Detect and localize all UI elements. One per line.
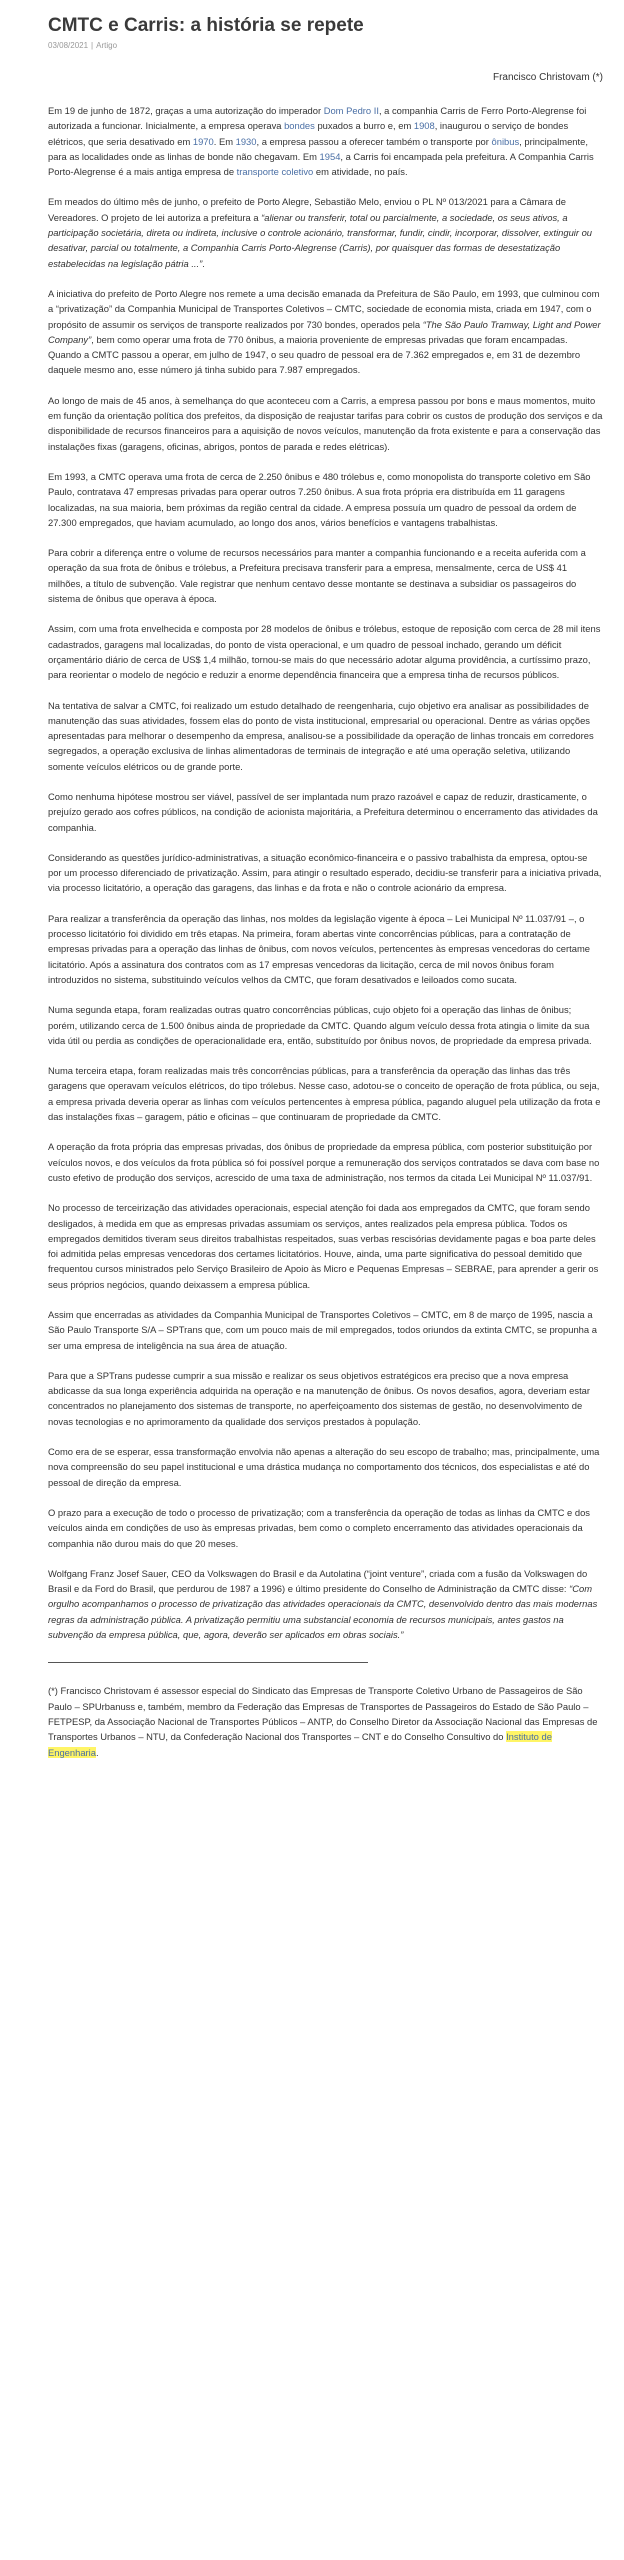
- article-author: Francisco Christovam (*): [492, 72, 603, 83]
- quote-sauer: “Com orgulho acompanhamos o processo de privatização das atividades operacionais da CMTC, desenvolvido dentro das mais modernas regras da administração pública. A privatização permitiu uma substancial economia de recursos municipais, antes gastos na subvenção da empresa pública, que, agora, deverão ser aplicados em obras sociais.”: [48, 1583, 598, 1641]
- paragraph-20: Wolfgang Franz Josef Sauer, CEO da Volkswagen do Brasil e da Autolatina (“joint venture”, criada com a fusão da Volkswagen do Brasil e da Ford do Brasil, que perdurou de 1987 a 1996) e último presidente do Conselho de Administração da CMTC disse: “Com orgulho acompanhamos o processo de privatização das atividades operacionais da CMTC, desenvolvido dentro das mais modernas regras da administração pública. A privatização permitiu uma substancial economia de recursos municipais, antes gastos na subvenção da empresa pública, que, agora, deverão ser aplicados em obras sociais.”: [48, 1567, 598, 1641]
- article-title: CMTC e Carris: a história se repete: [48, 15, 364, 36]
- company-name-italic: “The São Paulo Tramway, Light and Power Company”: [48, 318, 601, 345]
- paragraph-19: O prazo para a execução de todo o processo de privatização; com a transferência da operação de todas as linhas da CMTC e dos veículos ainda em condições de uso às empresas privadas, bem como o completo encerramento das atividades operacionais da companhia não durou mais do que 20 meses.: [48, 1506, 590, 1549]
- article-meta: [48, 41, 603, 50]
- footnote-divider: [48, 1662, 368, 1663]
- link-1954[interactable]: 1954: [319, 150, 341, 162]
- paragraph-9: Como nenhuma hipótese mostrou ser viável, passível de ser implantada num prazo razoável e capaz de reduzir, drasticamente, o prejuízo gerado aos cofres públicos, na condição de acionista majoritária, a Prefeitura determinou o encerramento das atividades da companhia.: [48, 790, 598, 833]
- link-1930[interactable]: 1930: [235, 135, 257, 147]
- article-date: 03/08/2021: [48, 41, 89, 50]
- paragraph-2: Em meados do último mês de junho, o prefeito de Porto Alegre, Sebastião Melo, enviou o PL Nº 013/2021 para a Câmara de Vereadores. O projeto de lei autoriza a prefeitura a “alienar ou transferir, total ou parcialmente, a sociedade, os seus ativos, a participação societária, direta ou indireta, inclusive o controle acionário, transformar, fundir, cindir, incorporar, dissolver, extinguir ou desativar, parcial ou totalmente, a Companhia Carris Porto-Alegrense (Carris), por quaisquer das formas de desestatização estabelecidas na legislação pátria ...”.: [48, 196, 593, 269]
- link-1908[interactable]: 1908: [413, 120, 435, 132]
- paragraph-17: Para que a SPTrans pudesse cumprir a sua missão e realizar os seus objetivos estratégicos era preciso que a nova empresa abdicasse da sua longa experiência adquirida na operação e na manutenção de ônibus. Os novos desafios, agora, deveriam estar concentrados no planejamento dos sistemas de transporte, no aperfeiçoamento dos sistemas de gestão, no desenvolvimento de novas tecnologias e no aprimoramento da qualidade dos serviços prestados à população.: [48, 1369, 591, 1427]
- article-category[interactable]: Artigo: [96, 41, 118, 50]
- paragraph-18: Como era de se esperar, essa transformação envolvia não apenas a alteração do seu escopo de trabalho; mas, principalmente, uma nova compreensão do seu papel institucional e uma drástica mudança no comportamento dos técnicos, dos especialistas e até do pessoal de direção da empresa.: [48, 1446, 600, 1488]
- link-dom-pedro[interactable]: Dom Pedro II: [323, 105, 379, 116]
- paragraph-16: Assim que encerradas as atividades da Companhia Municipal de Transportes Coletivos – CMTC, em 8 de março de 1995, nascia a São Paulo Transporte S/A – SPTrans que, com um pouco mais de mil empregados, todos oriundos da extinta CMTC, se propunha a ser uma empresa de inteligência na sua área de atuação.: [48, 1309, 597, 1351]
- paragraph-4: Ao longo de mais de 45 anos, à semelhança do que aconteceu com a Carris, a empresa passou por bons e maus momentos, muito em função da orientação política dos prefeitos, da disposição de reajustar tarifas para cobrir os custos de produção dos serviços e da disponibilidade de recursos financeiros para a aquisição de novos veículos, manutenção da frota existente e para a conservação das instalações fixas (garagens, oficinas, abrigos, pontos de parada e redes elétricas).: [48, 394, 603, 452]
- paragraph-5: Em 1993, a CMTC operava uma frota de cerca de 2.250 ônibus e 480 trólebus e, como monopolista do transporte coletivo em São Paulo, contratava 47 empresas privadas para operar outros 7.250 ônibus. A sua frota própria era distribuída em 11 garagens localizadas, na sua maioria, bem próximas da região central da cidade. A empresa possuía um quadro de pessoal da ordem de 27.300 empregados, que haviam acumulado, ao longo dos anos, vários benefícios e vantagens trabalhistas.: [48, 470, 591, 528]
- link-onibus[interactable]: ônibus: [491, 135, 520, 147]
- paragraph-15: No processo de terceirização das atividades operacionais, especial atenção foi dada aos empregados da CMTC, que foram sendo desligados, à medida em que as empresas privadas assumiam os serviços, antes realizados pela empresa pública. Todos os empregados demitidos tiveram seus direitos trabalhistas respeitados, suas verbas rescisórias devidamente pagas e boa parte deles foi admitida pelas empresas vencedoras dos certames licitatórios. Houve, ainda, uma parte significativa do pessoal demitido que frequentou cursos ministrados pelo Serviço Brasileiro de Apoio às Micro e Pequenas Empresas – SEBRAE, para aprender a gerir os seus próprios negócios, quando deixassem a empresa pública.: [48, 1202, 599, 1290]
- paragraph-14: A operação da frota própria das empresas privadas, dos ônibus de propriedade da empresa pública, com posterior substituição por veículos novos, e dos veículos da frota pública só foi possível porque a remuneração dos serviços contratados se dava com base no custo efetivo de produção dos serviços, acrescido de uma taxa de administração, nos termos da citada Lei Municipal Nº 11.037/91.: [48, 1141, 600, 1183]
- paragraph-6: Para cobrir a diferença entre o volume de recursos necessários para manter a companhia funcionando e a receita auferida com a operação da sua frota de ônibus e trólebus, a Prefeitura precisava transferir para a empresa, mensalmente, cerca de US$ 41 milhões, a título de subvenção. Vale registrar que nenhum centavo desse montante se destinava a subsidiar os passageiros do sistema de ônibus que operava à época.: [48, 547, 586, 605]
- link-instituto-engenharia[interactable]: Instituto de Engenharia: [48, 1731, 552, 1758]
- link-1970[interactable]: 1970: [192, 135, 214, 147]
- link-transporte-coletivo[interactable]: transporte coletivo: [236, 166, 314, 178]
- paragraph-10: Considerando as questões jurídico-administrativas, a situação econômico-financeira e o passivo trabalhista da empresa, optou-se por um processo diferenciado de privatização. Assim, para atingir o resultado esperado, decidiu-se transferir para a iniciativa privada, via processo licitatório, a operação das garagens, das linhas e da frota e não o controle acionário da empresa.: [48, 851, 602, 894]
- paragraph-13: Numa terceira etapa, foram realizadas mais três concorrências públicas, para a transferência da operação das linhas das três garagens que operavam veículos elétricos, do tipo trólebus. Nesse caso, adotou-se o conceito de operação de frota pública, ou seja, a empresa privada deveria operar as linhas com veículos pertencentes à empresa pública, pagando aluguel pela utilização da frota e das instalações fixas – garagem, pátio e oficinas – que continuaram de propriedade da CMTC.: [48, 1065, 601, 1123]
- paragraph-3: A iniciativa do prefeito de Porto Alegre nos remete a uma decisão emanada da Prefeitura de São Paulo, em 1993, que culminou com a “privatização” da Companhia Municipal de Transportes Coletivos – CMTC, sociedade de economia mista, criada em 1947, com o propósito de assumir os serviços de transporte realizados por 730 bondes, operados pela “The São Paulo Tramway, Light and Power Company”, bem como operar uma frota de 770 ônibus, a maioria proveniente de empresas privadas que foram encampadas. Quando a CMTC passou a operar, em julho de 1947, o seu quadro de pessoal era de 7.362 empregados e, em 31 de dezembro daquele mesmo ano, esse número já tinha subido para 7.987 empregados.: [48, 287, 601, 376]
- paragraph-7: Assim, com uma frota envelhecida e composta por 28 modelos de ônibus e trólebus, estoque de reposição com cerca de 28 mil itens cadastrados, garagens mal localizadas, do ponto de vista operacional, e um quadro de pessoal inchado, gerando um déficit orçamentário diário de cerca de US$ 1,4 milhão, tornou-se mais do que necessário adotar alguma providência, a curtíssimo prazo, para reorientar o modelo de negócio e reduzir a enorme dependência financeira que a empresa tinha de recursos públicos.: [48, 623, 601, 681]
- footnote: (*) Francisco Christovam é assessor especial do Sindicato das Empresas de Transporte Coletivo Urbano de Passageiros de São Paulo – SPUrbanuss e, também, membro da Federação das Empresas de Transportes de Passageiros do Estado de São Paulo – FETPESP, da Associação Nacional de Transportes Públicos – ANTP, do Conselho Diretor da Associação Nacional das Empresas de Transportes Urbanos – NTU, da Confederação Nacional dos Transportes – CNT e do Conselho Consultivo do Instituto de Engenharia.: [48, 1685, 598, 1758]
- paragraph-8: Na tentativa de salvar a CMTC, foi realizado um estudo detalhado de reengenharia, cujo objetivo era analisar as possibilidades de manutenção das suas atividades, fossem elas do ponto de vista institucional, empresarial ou operacional. Dentre as várias opções apresentadas para melhorar o desempenho da empresa, analisou-se a possibilidade da operação de linhas troncais em corredores segregados, a operação exclusiva de linhas alimentadoras de terminais de integração e até uma operação seletiva, utilizando somente veículos elétricos ou de grande porte.: [48, 699, 594, 772]
- paragraph-11: Para realizar a transferência da operação das linhas, nos moldes da legislação vigente à época – Lei Municipal Nº 11.037/91 –, o processo licitatório foi dividido em três etapas. Na primeira, foram abertas vinte concorrências públicas, para a contratação de empresas privadas para a operação das linhas de ônibus, com novos veículos, pertencentes às empresas vencedoras do certame licitatório. Após a assinatura dos contratos com as 17 empresas vencedoras da licitação, cerca de mil novos ônibus foram introduzidos no sistema, substituindo veículos velhos da CMTC, que foram desativados e leiloados como sucata.: [48, 912, 590, 985]
- meta-separator: |: [91, 41, 94, 50]
- paragraph-12: Numa segunda etapa, foram realizadas outras quatro concorrências públicas, cujo objeto foi a operação das linhas de ônibus; porém, utilizando cerca de 1.500 ônibus ainda de propriedade da CMTC. Quando algum veículo dessa frota atingia o limite da sua vida útil ou perdia as condições de operacionalidade era, então, substituído por ônibus novos, de propriedade da empresa privada.: [48, 1004, 592, 1046]
- link-bondes[interactable]: bondes: [284, 120, 315, 132]
- paragraph-1: Em 19 de junho de 1872, graças a uma autorização do imperador Dom Pedro II, a companhia Carris de Ferro Porto-Alegrense foi autorizada a funcionar. Inicialmente, a empresa operava bondes puxados a burro e, em 1908, inaugurou o serviço de bondes elétricos, que seria desativado em 1970. Em 1930, a empresa passou a oferecer também o transporte por ônibus, principalmente, para as localidades onde as linhas de bonde não chegavam. Em 1954, a Carris foi encampada pela prefeitura. A Companhia Carris Porto-Alegrense é a mais antiga empresa de transporte coletivo em atividade, no país.: [48, 105, 594, 178]
- quote-pl: “alienar ou transferir, total ou parcialmente, a sociedade, os seus ativos, a participação societária, direta ou indireta, inclusive o controle acionário, transformar, fundir, cindir, incorporar, dissolver, extinguir ou desativar, parcial ou totalmente, a Companhia Carris Porto-Alegrense (Carris), por quaisquer das formas de desestatização estabelecidas na legislação pátria ...”: [48, 211, 593, 269]
